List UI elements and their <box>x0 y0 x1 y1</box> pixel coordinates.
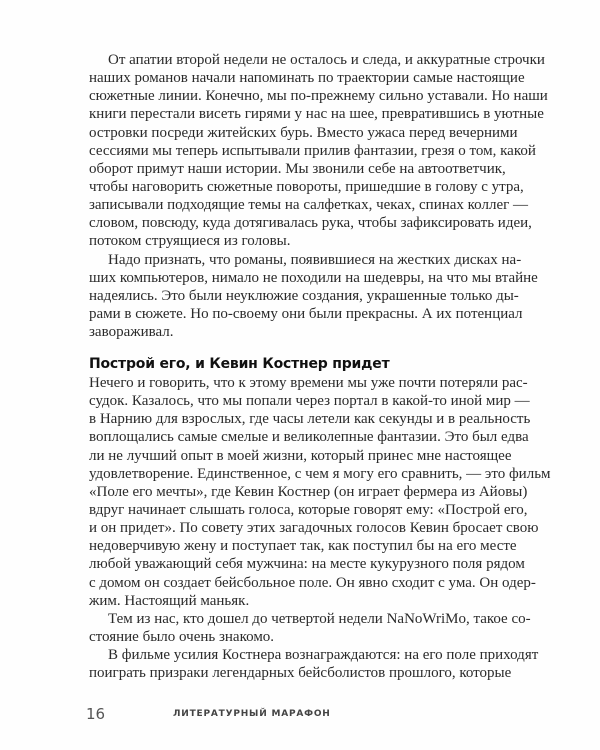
body-text-bottom <box>89 374 551 682</box>
text-line: воплощались самые смелые и великолепные фантазии. Это был едва <box>89 429 529 446</box>
text-line: ли не лучший опыт в моей жизни, который принес мне настоящее <box>89 447 512 464</box>
text-line: наших романов начали напоминать по траектории самые настоящие <box>89 70 525 87</box>
text-line: надеялись. Это были неуклюжие создания, украшенные только ды- <box>89 287 519 304</box>
paragraph <box>89 646 539 682</box>
text-line: любой уважающий себя мужчина: на месте кукурузного поля рядом <box>89 556 525 573</box>
text-line: «Поле его мечты», где Кевин Костнер (он играет фермера из Айовы) <box>89 483 528 500</box>
text-line: От апатии второй недели не осталось и следа, и аккуратные строчки <box>108 52 545 68</box>
text-line: удовлетворение. Единственное, с чем я могу его сравнить, — это фильм <box>89 465 551 482</box>
running-title: ЛИТЕРАТУРНЫЙ МАРАФОН <box>173 709 331 719</box>
text-line: Тем из нас, кто дошел до четвертой недели NaNoWriMo, такое со- <box>108 610 531 627</box>
section-heading: Построй его, и Кевин Костнер придет <box>89 356 390 372</box>
text-line: сюжетные линии. Конечно, мы по-прежнему сильно уставали. Но наши <box>89 88 548 105</box>
text-line: книги перестали висеть гирями у нас на шее, превратившись в уютные <box>89 106 544 123</box>
text-line: оборот примут наши истории. Мы звонили себе на автоответчик, <box>89 160 506 177</box>
paragraph <box>89 251 538 342</box>
text-line: потоком струящиеся из головы. <box>89 233 291 250</box>
page-number: 16 <box>86 705 106 723</box>
text-line: чтобы наговорить сюжетные повороты, пришедшие в голову с утра, <box>89 178 524 195</box>
paragraph <box>89 374 551 610</box>
text-line: рами в сюжете. Но по-своему они были прекрасны. А их потенциал <box>89 305 523 322</box>
text-line: записывали подходящие темы на салфетках, чеках, спинах коллег — <box>89 197 529 214</box>
text-line: завораживал. <box>89 324 174 341</box>
text-line: сессиями мы теперь испытывали прилив фантазии, грезя о том, какой <box>89 142 536 159</box>
text-line: Надо признать, что романы, появившиеся на жестких дисках на- <box>108 251 522 268</box>
text-line: судок. Казалось, что мы попали через портал в какой-то иной мир — <box>89 393 530 410</box>
text-line: островки посреди житейских бурь. Вместо ужаса перед вечерними <box>89 124 518 141</box>
text-line: Нечего и говорить, что к этому времени мы уже почти потеряли рас- <box>89 375 528 391</box>
text-line: с домом он создает бейсбольное поле. Он явно сходит с ума. Он одер- <box>89 574 536 591</box>
paragraph <box>89 51 548 251</box>
paragraph <box>89 610 531 646</box>
body-text-top <box>89 51 548 341</box>
text-line: вдруг начинает слышать голоса, которые говорят ему: «Построй его, <box>89 501 528 518</box>
text-line: недоверчивую жену и поступает так, как поступил бы на его месте <box>89 538 517 555</box>
text-line: стояние было очень знакомо. <box>89 628 275 645</box>
text-line: ших компьютеров, нимало не походили на шедевры, на что мы втайне <box>89 269 538 286</box>
text-line: и он придет». По совету этих загадочных голосов Кевин бросает свою <box>89 520 539 537</box>
text-line: жим. Настоящий маньяк. <box>89 592 250 609</box>
text-line: поиграть призраки легендарных бейсболистов прошлого, которые <box>89 665 512 682</box>
text-line: словом, повсюду, куда дотягивалась рука, чтобы зафиксировать идеи, <box>89 215 532 232</box>
text-line: В фильме усилия Костнера вознаграждаются: на его поле приходят <box>108 647 539 664</box>
text-line: в Нарнию для взрослых, где часы летели как секунды и в реальность <box>89 411 531 428</box>
